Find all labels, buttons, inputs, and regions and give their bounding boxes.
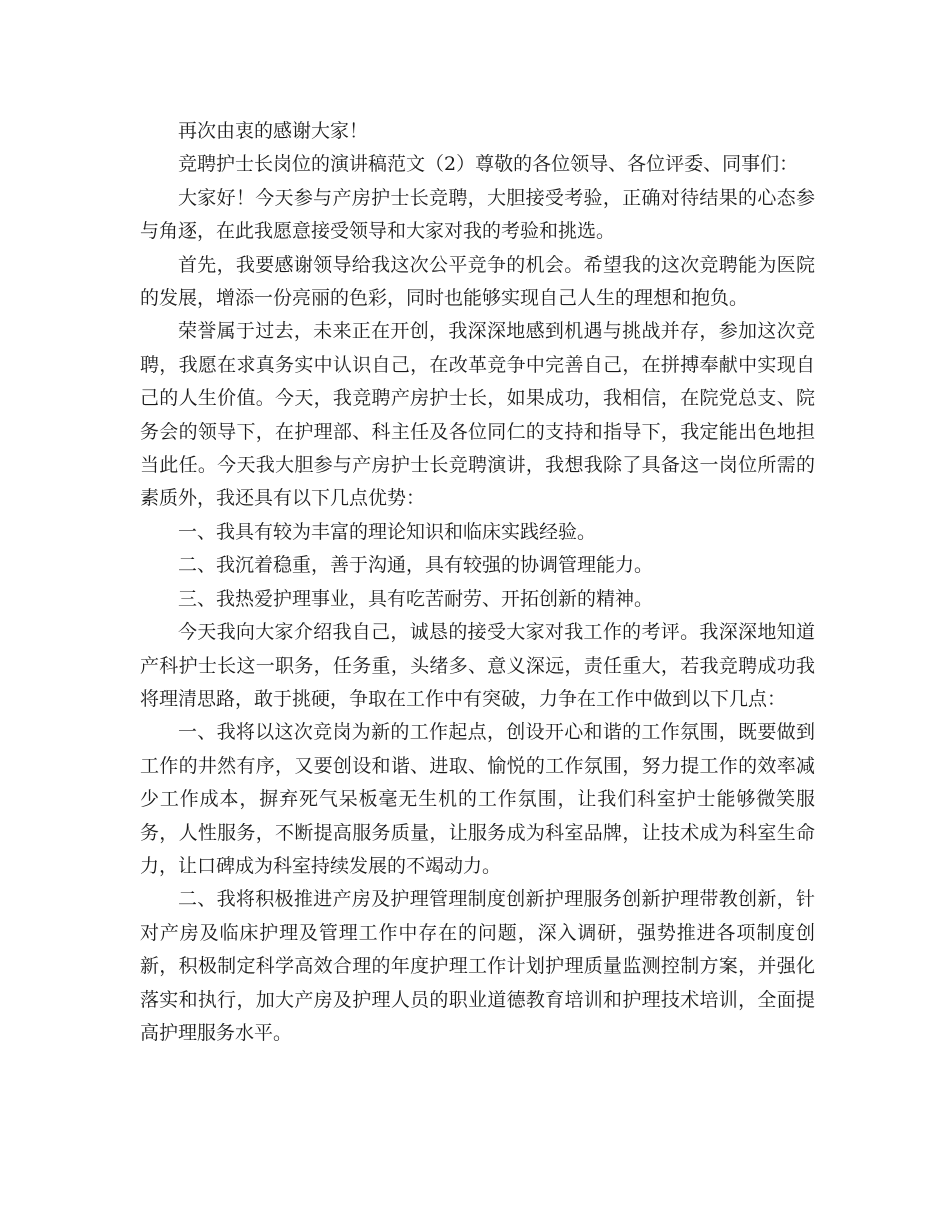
paragraph-title-greeting: 竞聘护士长岗位的演讲稿范文（2）尊敬的各位领导、各位评委、同事们： [178,153,799,176]
document-body [140,115,815,1050]
paragraph-advantage-1: 一、我具有较为丰富的理论知识和临床实践经验。 [178,520,597,543]
paragraph-plan-1: 一、我将以这次竞岗为新的工作起点，创设开心和谐的工作氛围，既要做到工作的井然有序，又要创设和谐、进取、愉悦的工作氛围，努力提工作的效率减少工作成本，摒弃死气呆板毫无生机的工作氛围，让我们科室护士能够微笑服务，人性服务，不断提高服务质量，让服务成为科室品牌，让技术成为科室生命力，让口碑成为科室持续发展的不竭动力。 [140,721,815,877]
paragraph-introduction: 今天我向大家介绍我自己，诚恳的接受大家对我工作的考评。我深深地知道产科护士长这一职务，任务重，头绪多、意义深远，责任重大，若我竞聘成功我将理清思路，敢于挑硬，争取在工作中有突破，力争在工作中做到以下几点： [140,621,815,710]
paragraph-advantage-3: 三、我热爱护理事业，具有吃苦耐劳、开拓创新的精神。 [178,587,654,610]
paragraph-honor: 荣誉属于过去，未来正在开创，我深深地感到机遇与挑战并存，参加这次竞聘，我愿在求真务实中认识自己，在改革竞争中完善自己，在拼搏奉献中实现自己的人生价值。今天，我竞聘产房护士长，如果成功，我相信，在院党总支、院务会的领导下，在护理部、科主任及各位同仁的支持和指导下，我定能出色地担当此任。今天我大胆参与产房护士长竞聘演讲，我想我除了具备这一岗位所需的素质外，我还具有以下几点优势： [140,320,815,510]
paragraph-thanks-leaders: 首先，我要感谢领导给我这次公平竞争的机会。希望我的这次竞聘能为医院的发展，增添一份亮丽的色彩，同时也能够实现自己人生的理想和抱负。 [140,253,815,310]
paragraph-closing-thanks: 再次由衷的感谢大家！ [178,120,369,142]
paragraph-opening: 大家好！今天参与产房护士长竞聘，大胆接受考验，正确对待结果的心态参与角逐，在此我愿意接受领导和大家对我的考验和挑选。 [140,186,815,243]
paragraph-plan-2: 二、我将积极推进产房及护理管理制度创新护理服务创新护理带教创新，针对产房及临床护理及管理工作中存在的问题，深入调研，强势推进各项制度创新，积极制定科学高效合理的年度护理工作计划护理质量监测控制方案，并强化落实和执行，加大产房及护理人员的职业道德教育培训和护理技术培训，全面提高护理服务水平。 [140,888,815,1044]
paragraph-advantage-2: 二、我沉着稳重，善于沟通，具有较强的协调管理能力。 [178,554,654,577]
